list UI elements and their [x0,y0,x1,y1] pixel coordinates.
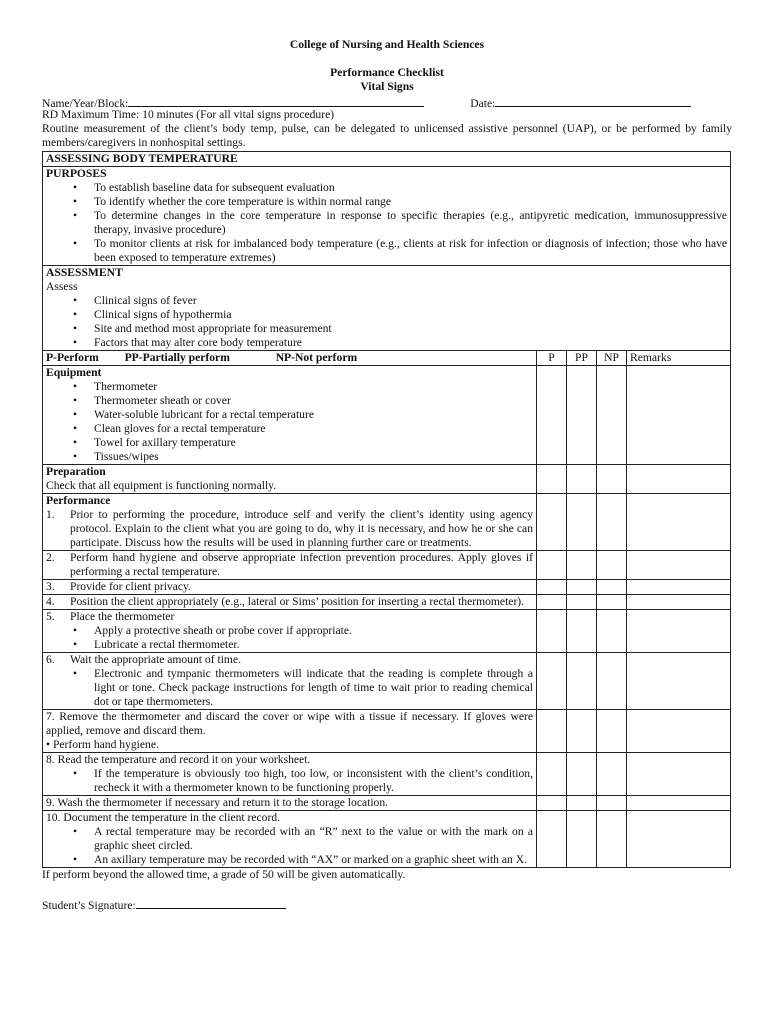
equipment-row [43,366,731,465]
check-np[interactable] [597,710,627,753]
step-text: Place the thermometer [70,610,175,623]
check-pp[interactable] [567,580,597,595]
step-9-row [43,796,731,811]
step-extra: • Perform hand hygiene. [46,738,159,751]
check-np[interactable] [597,811,627,868]
col-p: P [537,351,567,366]
check-np[interactable] [597,465,627,494]
step-number: 5. [46,610,55,623]
step-text: Position the client appropriately (e.g., lateral or Sims’ position for inserting a rectal thermometer). [70,595,525,608]
rd-time: RD Maximum Time: 10 minutes (For all vital signs procedure) [42,108,335,121]
checklist-table [42,151,731,868]
check-p[interactable] [537,366,567,465]
check-np[interactable] [597,494,627,551]
list-item: • To determine changes in the core temperature in response to specific therapies (e.g., antipyretic medication, immunosuppressive therapy, invasive procedure) [94,209,727,237]
list-item: • Clean gloves for a rectal temperature [94,422,533,436]
step-2-row [43,551,731,580]
check-p[interactable] [537,580,567,595]
list-item: • Water-soluble lubricant for a rectal temperature [94,408,533,422]
column-header-row [43,351,731,366]
list-item: • Site and method most appropriate for measurement [94,322,727,336]
checklist-title: Performance Checklist [330,66,444,79]
check-np[interactable] [597,366,627,465]
name-field[interactable] [128,94,424,107]
step-8-row [43,753,731,796]
step-number: 2. [46,551,55,564]
col-remarks: Remarks [627,351,731,366]
list-item: • To monitor clients at risk for imbalanced body temperature (e.g., clients at risk for infection or diagnosis of infection; those who have been exposed to temperature extremes) [94,237,727,265]
check-pp[interactable] [567,366,597,465]
name-label: Name/Year/Block: [42,97,129,110]
check-p[interactable] [537,753,567,796]
step-text: Perform hand hygiene and observe appropriate infection prevention procedures. Apply gloves if performing a rectal temperature. [70,551,533,578]
check-pp[interactable] [567,710,597,753]
step-6-row [43,653,731,710]
equipment-list [46,380,533,464]
step-5-row [43,610,731,653]
list-item: • To establish baseline data for subsequent evaluation [94,181,727,195]
legend-not: NP-Not perform [275,351,358,364]
step-10-row [43,811,731,868]
check-p[interactable] [537,796,567,811]
routine-text: Routine measurement of the client’s body temp, pulse, can be delegated to unlicensed assistive personnel (UAP), or be performed by family members/caregivers in nonhospital settings. [42,122,732,149]
date-field[interactable] [495,94,691,107]
preparation-text: Check that all equipment is functioning normally. [46,479,277,492]
equipment-title: Equipment [46,366,102,379]
check-pp[interactable] [567,465,597,494]
step-4-row [43,595,731,610]
check-p[interactable] [537,494,567,551]
check-p[interactable] [537,811,567,868]
check-pp[interactable] [567,796,597,811]
remarks-cell[interactable] [627,366,731,465]
legend-perform: P-Perform [46,351,99,364]
step-number: 1. [46,508,55,521]
list-item: • Lubricate a rectal thermometer. [94,638,533,652]
check-p[interactable] [537,595,567,610]
check-pp[interactable] [567,595,597,610]
list-item: • Thermometer [94,380,533,394]
step-text: Wait the appropriate amount of time. [70,653,241,666]
assessment-title: ASSESSMENT [46,266,123,279]
signature-label: Student’s Signature: [42,899,136,912]
remarks-cell[interactable] [627,753,731,796]
check-p[interactable] [537,551,567,580]
check-pp[interactable] [567,610,597,653]
purposes-list [46,181,727,265]
list-item: • Factors that may alter core body temperature [94,336,727,350]
step-text: 10. Document the temperature in the client record. [46,811,281,824]
remarks-cell[interactable] [627,580,731,595]
check-p[interactable] [537,653,567,710]
check-np[interactable] [597,580,627,595]
preparation-row [43,465,731,494]
list-item: • Tissues/wipes [94,450,533,464]
list-item: • Clinical signs of fever [94,294,727,308]
check-p[interactable] [537,710,567,753]
check-pp[interactable] [567,551,597,580]
list-item: • A rectal temperature may be recorded with an “R” next to the value or with the mark on a graphic sheet circled. [94,825,533,853]
section-title: ASSESSING BODY TEMPERATURE [43,152,731,167]
check-p[interactable] [537,610,567,653]
remarks-cell[interactable] [627,595,731,610]
step-7-row [43,710,731,753]
step-text: 9. Wash the thermometer if necessary and return it to the storage location. [46,796,389,809]
step-1-row [43,494,731,551]
step-text: 7. Remove the thermometer and discard the cover or wipe with a tissue if necessary. If gloves were applied, remove and discard them. [46,710,533,737]
legend-cell [43,351,537,366]
step-number: 6. [46,653,55,666]
step-text: Prior to performing the procedure, introduce self and verify the client’s identity using agency protocol. Explain to the client what you are going to do, why it is necessary, and how he or she can participate. Discuss how the results will be used in planning further care or treatments. [70,508,533,549]
assessment-row [43,266,731,351]
check-pp[interactable] [567,753,597,796]
check-p[interactable] [537,465,567,494]
performance-title: Performance [46,494,111,507]
col-np: NP [597,351,627,366]
remarks-cell[interactable] [627,811,731,868]
check-pp[interactable] [567,653,597,710]
check-np[interactable] [597,595,627,610]
list-item: • An axillary temperature may be recorded with “AX” or marked on a graphic sheet with an X. [94,853,533,867]
check-np[interactable] [597,610,627,653]
step-text: 8. Read the temperature and record it on your worksheet. [46,753,311,766]
subject-title: Vital Signs [360,80,414,93]
section-title-row [43,152,731,167]
step-3-row [43,580,731,595]
assessment-sub: Assess [46,280,78,293]
col-pp: PP [567,351,597,366]
check-pp[interactable] [567,494,597,551]
college-title: College of Nursing and Health Sciences [289,38,485,51]
list-item: • To identify whether the core temperature is within normal range [94,195,727,209]
date-label: Date: [470,97,496,110]
list-item: • If the temperature is obviously too high, too low, or inconsistent with the client’s condition, recheck it with a thermometer known to be functioning properly. [94,767,533,795]
check-pp[interactable] [567,811,597,868]
list-item: • Clinical signs of hypothermia [94,308,727,322]
list-item: • Apply a protective sheath or probe cover if appropriate. [94,624,533,638]
legend-partial: PP-Partially perform [124,351,230,364]
remarks-cell[interactable] [627,465,731,494]
step-number: 4. [46,595,55,608]
list-item: • Electronic and tympanic thermometers will indicate that the reading is complete through a light or tone. Check package instructions for length of time to wait prior to reading chemical dot or tape thermometers. [94,667,533,709]
remarks-cell[interactable] [627,551,731,580]
preparation-title: Preparation [46,465,106,478]
list-item: • Towel for axillary temperature [94,436,533,450]
purposes-title: PURPOSES [46,167,107,180]
step-number: 3. [46,580,55,593]
step-text: Provide for client privacy. [70,580,191,593]
check-np[interactable] [597,653,627,710]
signature-row [42,896,732,910]
time-note: If perform beyond the allowed time, a grade of 50 will be given automatically. [42,868,406,881]
list-item: • Thermometer sheath or cover [94,394,533,408]
remarks-cell[interactable] [627,653,731,710]
remarks-cell[interactable] [627,494,731,551]
check-np[interactable] [597,796,627,811]
name-date-row [42,94,732,108]
signature-field[interactable] [136,896,286,909]
checklist-page [42,38,732,910]
remarks-cell[interactable] [627,610,731,653]
remarks-cell[interactable] [627,796,731,811]
check-np[interactable] [597,753,627,796]
remarks-cell[interactable] [627,710,731,753]
assessment-list [46,294,727,350]
purposes-row [43,167,731,266]
check-np[interactable] [597,551,627,580]
